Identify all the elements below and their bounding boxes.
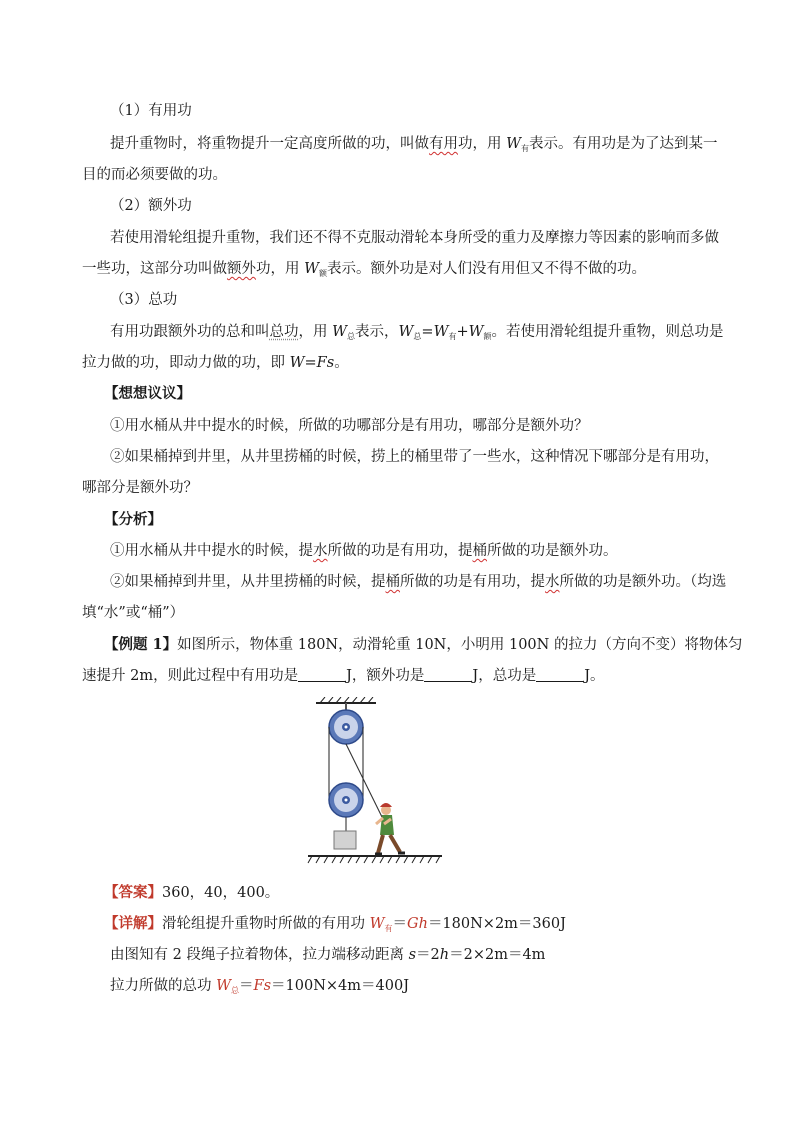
text: 速提升 2m，则此过程中有用功是 xyxy=(82,668,299,684)
ground xyxy=(308,856,442,863)
text: J。 xyxy=(584,668,605,684)
heading-text: （1）有用功 xyxy=(110,103,192,119)
text: 填“水”或“桶”） xyxy=(82,605,185,621)
weight-block xyxy=(334,831,356,849)
underlined-term: 水 xyxy=(545,574,560,590)
example-line1 xyxy=(104,635,743,655)
movable-pulley xyxy=(329,783,363,831)
text: 哪部分是额外功？ xyxy=(82,480,198,496)
text: ＝ xyxy=(239,978,254,994)
detail-line1 xyxy=(104,914,724,939)
symbol-w: W xyxy=(468,324,484,340)
text: 所做的功是额外功。 xyxy=(487,543,618,559)
text: ＝100N×4m＝400J xyxy=(271,978,410,994)
text: ②如果桶掉到井里，从井里捞桶的时候，捞上的桶里带了一些水，这种情况下哪部分是有用功， xyxy=(110,449,719,465)
text: ＝ xyxy=(392,916,408,932)
symbol-w: W xyxy=(433,324,449,340)
underlined-term: 有用 xyxy=(429,136,458,152)
heading-text: （2）额外功 xyxy=(110,198,192,214)
think-question-1 xyxy=(110,416,730,436)
ceiling-bracket xyxy=(316,697,376,711)
answer-label: 【答案】 xyxy=(104,884,162,901)
heading-text: 【想想议议】 xyxy=(104,385,191,402)
subscript: 总 xyxy=(413,332,422,341)
text: J，额外功是 xyxy=(346,668,425,684)
detail-line2 xyxy=(110,945,730,965)
symbol-fs: Fs xyxy=(253,978,272,994)
answer-line xyxy=(104,883,724,903)
underlined-term: 水 xyxy=(313,543,328,559)
subscript: 有 xyxy=(448,332,457,341)
example-label: 【例题 1】 xyxy=(104,636,178,653)
symbol-w: W xyxy=(398,324,414,340)
analysis-answer-1 xyxy=(110,541,730,561)
detail-line3 xyxy=(110,976,730,1001)
text: 拉力所做的总功 xyxy=(110,978,217,994)
example-line2 xyxy=(82,666,702,686)
text: ②如果桶掉到井里，从井里捞桶的时候，提 xyxy=(110,574,386,590)
text: ①用水桶从井中提水的时候，所做的功哪部分是有用功，哪部分是额外功？ xyxy=(110,418,589,434)
text: 。若使用滑轮组提升重物，则总功是 xyxy=(491,324,724,340)
text: 所做的功是额外功。（均选 xyxy=(559,574,727,590)
detail-label: 【详解】 xyxy=(104,915,162,932)
text: 功，用 xyxy=(256,261,305,277)
think-question-2-cont xyxy=(82,478,702,498)
section-heading-useful-work xyxy=(110,101,730,121)
answer-blank[interactable] xyxy=(298,667,346,682)
answer-blank[interactable] xyxy=(536,667,584,682)
subscript: 总 xyxy=(347,332,356,341)
think-question-2 xyxy=(110,447,730,467)
analysis-answer-2-cont xyxy=(82,603,702,623)
answer-text: 360，40，400。 xyxy=(162,885,280,901)
subscript: 额 xyxy=(483,332,492,341)
text: 目的而必须要做的功。 xyxy=(82,167,227,183)
text: = xyxy=(421,324,434,340)
fixed-pulley xyxy=(329,710,363,744)
underlined-term: 额外 xyxy=(227,261,256,277)
symbol-w: W xyxy=(506,136,522,152)
underlined-term: 桶 xyxy=(385,574,400,590)
heading-text: 【分析】 xyxy=(104,511,162,528)
text: ，用 xyxy=(298,324,333,340)
text: ＝180N×2m＝360J xyxy=(427,916,566,932)
paragraph-useful-work-line1 xyxy=(110,134,730,159)
symbol-w: W xyxy=(304,261,320,277)
text: J，总功是 xyxy=(472,668,537,684)
text: 功，用 xyxy=(458,136,507,152)
subscript: 额 xyxy=(319,269,328,278)
symbol-w: W xyxy=(216,978,232,994)
text: 一些功，这部分功叫做 xyxy=(82,261,227,277)
analysis-heading xyxy=(104,510,724,530)
think-heading xyxy=(104,384,724,404)
text: = xyxy=(304,355,317,371)
text: ＝2×2m＝4m xyxy=(449,947,546,963)
section-heading-total-work xyxy=(110,290,730,310)
text: ①用水桶从井中提水的时候，提 xyxy=(110,543,313,559)
subscript: 总 xyxy=(231,986,240,995)
text: 提升重物时，将重物提升一定高度所做的功，叫做 xyxy=(110,136,429,152)
symbol-gh: Gh xyxy=(407,916,428,932)
paragraph-total-work-line1 xyxy=(110,322,730,347)
text: 由图知有 2 段绳子拉着物体，拉力端移动距离 xyxy=(110,947,409,963)
symbol-h: h xyxy=(439,947,450,963)
paragraph-total-work-line2 xyxy=(82,353,702,373)
symbol-fs: Fs xyxy=(316,355,335,371)
symbol-w: W xyxy=(289,355,305,371)
text: 如图所示，物体重 180N，动滑轮重 10N，小明用 100N 的拉力（方向不变）将物体匀 xyxy=(177,637,743,653)
text: 若使用滑轮组提升重物，我们还不得不克服动滑轮本身所受的重力及摩擦力等因素的影响而多做 xyxy=(110,230,719,246)
symbol-s: s xyxy=(408,947,417,963)
text: ＝2 xyxy=(416,947,440,963)
section-heading-extra-work xyxy=(110,196,730,216)
text: 所做的功是有用功，提 xyxy=(400,574,545,590)
text: 表示， xyxy=(355,324,399,340)
symbol-w: W xyxy=(369,916,385,932)
analysis-answer-2 xyxy=(110,572,730,592)
text: 。 xyxy=(334,355,349,371)
pulley-system-figure xyxy=(306,697,444,865)
heading-text: （3）总功 xyxy=(110,292,178,308)
subscript: 有 xyxy=(384,924,393,933)
text: 表示。有用功是为了达到某一 xyxy=(529,136,718,152)
underlined-term: 桶 xyxy=(472,543,487,559)
underlined-term: 总功 xyxy=(269,324,299,340)
answer-blank[interactable] xyxy=(424,667,472,682)
paragraph-extra-work-line2 xyxy=(82,259,702,284)
text: 拉力做的功，即动力做的功，即 xyxy=(82,355,290,371)
subscript: 有 xyxy=(521,144,530,153)
text: 表示。额外功是对人们没有用但又不得不做的功。 xyxy=(327,261,647,277)
paragraph-extra-work-line1 xyxy=(110,228,730,248)
text: 滑轮组提升重物时所做的有用功 xyxy=(162,916,370,932)
text: 有用功跟额外功的总和叫 xyxy=(110,324,270,340)
text: + xyxy=(456,324,469,340)
paragraph-useful-work-line2 xyxy=(82,165,702,185)
text: 所做的功是有用功，提 xyxy=(327,543,473,559)
symbol-w: W xyxy=(332,324,348,340)
